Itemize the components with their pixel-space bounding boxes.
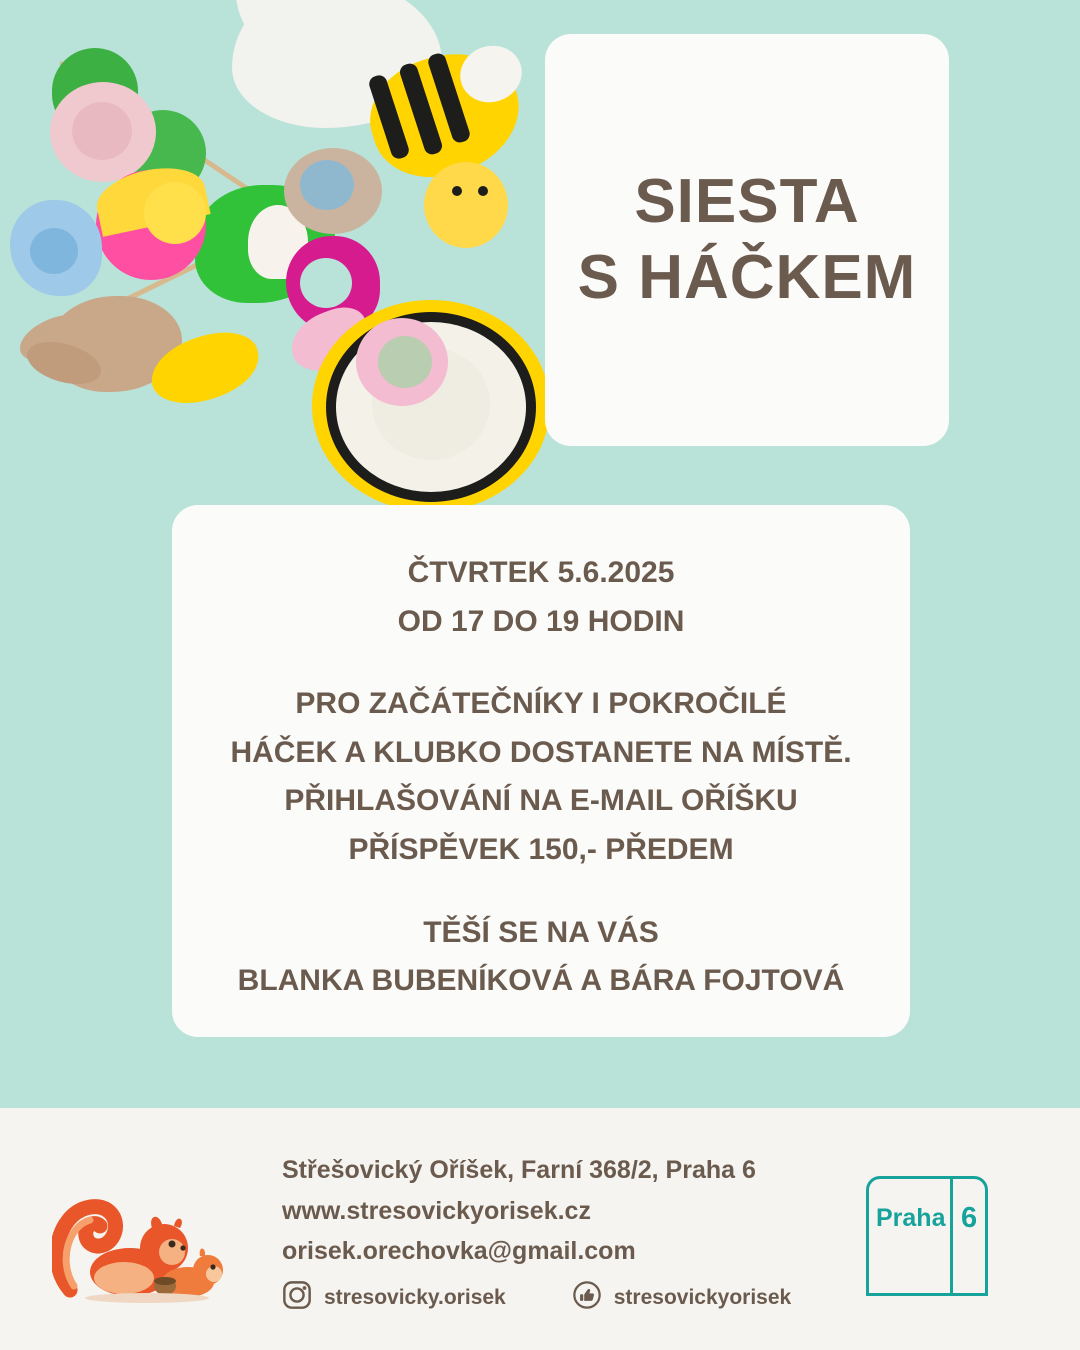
crochet-ball-patch <box>144 182 206 244</box>
social-facebook[interactable] <box>572 1280 791 1315</box>
event-fee: PŘÍSPĚVEK 150,- PŘEDEM <box>348 832 734 866</box>
crochet-chick-eye <box>478 186 488 196</box>
squirrel-mascot-icon <box>52 1186 232 1304</box>
event-audience: PRO ZAČÁTEČNÍKY I POKROČILÉ <box>295 687 787 721</box>
contact-website[interactable]: www.stresovickyorisek.cz <box>282 1196 591 1225</box>
event-date: ČTVRTEK 5.6.2025 <box>407 556 675 589</box>
crochet-rose-center <box>72 102 132 160</box>
event-materials: HÁČEK A KLUBKO DOSTANETE NA MÍSTĚ. <box>230 735 852 769</box>
crochet-blue-center <box>30 228 78 274</box>
spacer-2 <box>192 875 890 909</box>
logo-number: 6 <box>961 1202 978 1234</box>
event-hosts: BLANKA BUBENÍKOVÁ A BÁRA FOJTOVÁ <box>237 964 845 998</box>
praha-6-logo <box>866 1176 988 1296</box>
crochet-photo-collage <box>0 0 570 510</box>
footer-bar <box>0 1108 1080 1350</box>
crochet-chick-eye <box>452 186 462 196</box>
logo-word: Praha <box>876 1204 946 1232</box>
page-title-line-2: S HÁČKEM <box>577 243 917 312</box>
poster-title-card <box>545 34 949 446</box>
crochet-flower-center <box>378 336 432 388</box>
instagram-icon <box>282 1280 312 1315</box>
spacer-1 <box>192 646 890 680</box>
logo-divider <box>950 1176 953 1296</box>
facebook-handle: stresovickyorisek <box>613 1285 792 1309</box>
page-title-line-1: SIESTA <box>634 167 860 237</box>
event-registration: PŘIHLAŠOVÁNÍ NA E-MAIL OŘÍŠKU <box>284 784 798 818</box>
facebook-thumbs-up-icon <box>572 1280 602 1315</box>
contact-email[interactable]: orisek.orechovka@gmail.com <box>282 1237 636 1265</box>
event-details-card <box>172 505 910 1037</box>
crochet-magenta-hole <box>300 258 352 308</box>
instagram-handle: stresovicky.orisek <box>324 1285 506 1309</box>
event-time: OD 17 DO 19 HODIN <box>397 604 685 638</box>
crochet-yellow-chick <box>424 162 508 248</box>
event-greeting: TĚŠÍ SE NA VÁS <box>423 915 659 949</box>
social-instagram[interactable] <box>282 1280 506 1315</box>
contact-block <box>282 1150 842 1272</box>
social-links <box>282 1280 791 1315</box>
crochet-blue-flower <box>300 160 354 210</box>
logo-frame <box>866 1176 988 1296</box>
contact-address: Střešovický Oříšek, Farní 368/2, Praha 6 <box>282 1156 756 1184</box>
